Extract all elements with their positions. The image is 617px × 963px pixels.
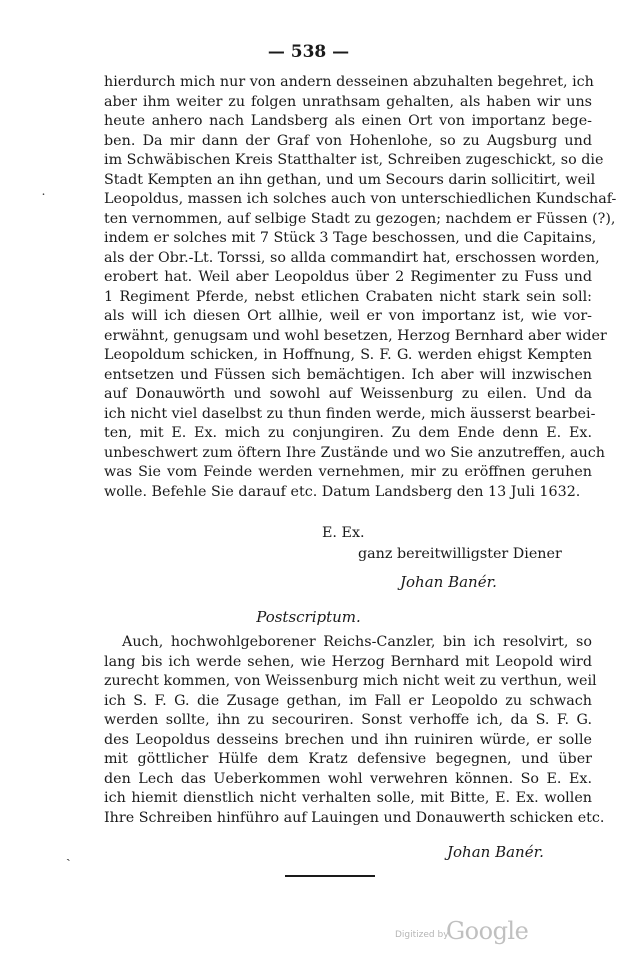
servant-formula: ganz bereitwilligster Diener: [358, 546, 562, 562]
page-number: — 538 —: [267, 42, 350, 62]
text-line: erwähnt, genugsam und wohl besetzen, Herzog Bernhard aber wider: [104, 327, 607, 344]
postscript-body: [104, 633, 605, 828]
text-line: ich hiemit dienstlich nicht verhalten solle, mit Bitte, E. Ex. wollen: [104, 790, 592, 806]
postscript-signature: Johan Banér.: [447, 843, 544, 861]
text-line: was Sie vom Feinde werden vernehmen, mir zu eröffnen geruhen: [104, 464, 592, 480]
text-line: werden sollte, ihn zu secouriren. Sonst verhoffe ich, da S. F. G.: [104, 712, 592, 728]
margin-mark: ˎ: [66, 846, 71, 862]
letter-body: [104, 73, 617, 502]
salutation: E. Ex.: [322, 525, 365, 541]
google-logo: Google: [446, 917, 529, 945]
closing-rule: [285, 875, 375, 877]
text-line: ich S. F. G. die Zusage gethan, im Fall er Leopoldo zu schwach: [104, 692, 592, 709]
text-line: im Schwäbischen Kreis Statthalter ist, Schreiben zugeschickt, so die: [104, 152, 604, 168]
text-line: Auch, hochwohlgeborener Reichs-Canzler, bin ich resolvirt, so: [122, 634, 592, 650]
text-line: 1 Regiment Pferde, nebst etlichen Crabaten nicht stark sein soll:: [104, 288, 592, 305]
text-line: Stadt Kempten an ihn gethan, und um Secours darin sollicitirt, weil: [104, 171, 596, 188]
text-line: Leopoldum schicken, in Hoffnung, S. F. G. werden ehigst Kempten: [104, 347, 592, 363]
digitized-label: Digitized by: [395, 930, 449, 940]
text-line: aber ihm weiter zu folgen unrathsam gehalten, als haben wir uns: [104, 93, 592, 110]
postscript-title: Postscriptum.: [256, 608, 361, 626]
text-line: ten vernommen, auf selbige Stadt zu gezogen; nachdem er Füssen (?),: [104, 210, 616, 227]
margin-mark: ˙: [40, 192, 47, 208]
text-line: den Lech das Ueberkommen wohl verwehren können. So E. Ex.: [104, 770, 592, 787]
text-line: mit göttlicher Hülfe dem Kratz defensive begegnen, und über: [104, 751, 592, 767]
text-line: Ihre Schreiben hinführo auf Lauingen und Donauwerth schicken etc.: [104, 809, 605, 826]
text-line: entsetzen und Füssen sich bemächtigen. Ich aber will inzwischen: [104, 366, 592, 383]
text-line: zurecht kommen, von Weissenburg mich nicht weit zu verthun, weil: [104, 673, 597, 689]
text-line: indem er solches mit 7 Stück 3 Tage beschossen, und die Capitains,: [104, 230, 597, 246]
text-line: als will ich diesen Ort allhie, weil er von importanz ist, wie vor-: [104, 308, 592, 324]
signature: Johan Banér.: [400, 573, 497, 591]
text-line: heute anhero nach Landsberg als einen Ort von importanz bege-: [104, 113, 592, 129]
text-line: ich nicht viel daselbst zu thun finden werde, mich äusserst bearbei-: [104, 405, 596, 422]
text-line: lang bis ich werde sehen, wie Herzog Bernhard mit Leopold wird: [104, 653, 592, 670]
text-line: des Leopoldus desseins brechen und ihn ruiniren würde, er solle: [104, 731, 592, 748]
text-line: hierdurch mich nur von andern desseinen abzuhalten begehret, ich: [104, 74, 594, 90]
text-line: ten, mit E. Ex. mich zu conjungiren. Zu dem Ende denn E. Ex.: [104, 425, 592, 441]
text-line: unbeschwert zum öftern Ihre Zustände und wo Sie anzutreffen, auch: [104, 444, 605, 461]
text-line: als der Obr.-Lt. Torssi, so allda commandirt hat, erschossen worden,: [104, 249, 600, 266]
text-line: erobert hat. Weil aber Leopoldus über 2 Regimenter zu Fuss und: [104, 269, 592, 285]
text-line: ben. Da mir dann der Graf von Hohenlohe, so zu Augsburg und: [104, 132, 592, 149]
text-line: Leopoldus, massen ich solches auch von unterschiedlichen Kundschaf-: [104, 191, 617, 207]
text-line: auf Donauwörth und sowohl auf Weissenburg zu eilen. Und da: [104, 386, 592, 402]
text-line: wolle. Befehle Sie darauf etc. Datum Landsberg den 13 Juli 1632.: [104, 483, 581, 500]
